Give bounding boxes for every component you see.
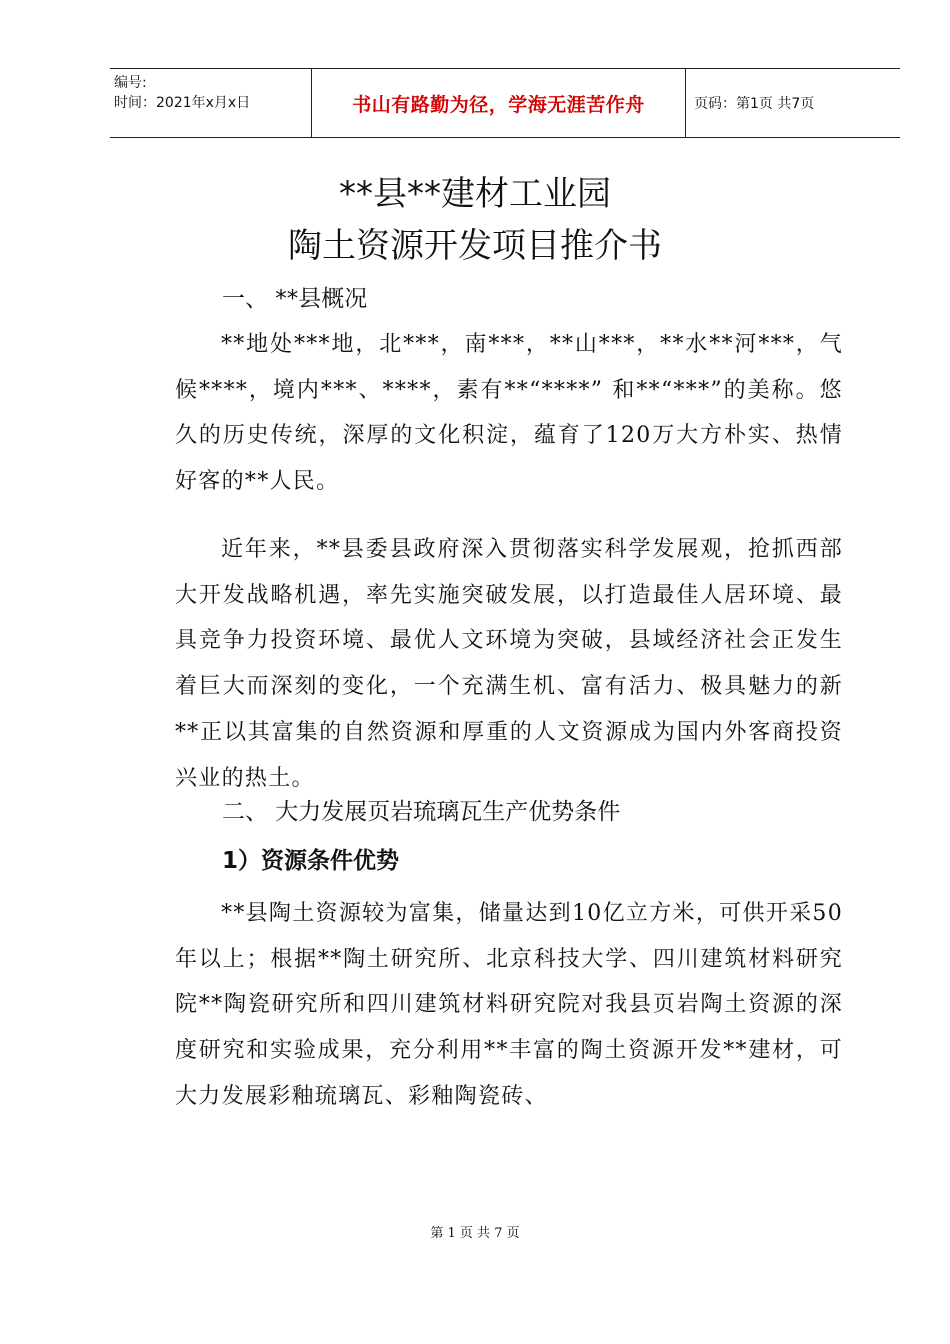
section-1-paragraph-1: **地处***地，北***，南***，**山***，**水**河***，气候****，境内**‍*、****，素有**“****” 和**“***”的美称。悠久的历史传统，深厚的文化积淀，蕴育了120万大方朴实、热情好客的**人民。 xyxy=(175,332,843,495)
header-page-info: 页码：第1页 共7页 xyxy=(694,96,815,112)
section-1-heading: 一、 **县概况 xyxy=(222,286,368,312)
document-title-line2: 陶土资源开发项目推介书 xyxy=(288,226,662,266)
header-motto: 书山有路勤为径，学海无涯苦作舟 xyxy=(311,69,686,137)
page-header xyxy=(110,68,900,138)
section-1-paragraph-2: 近年来，**县委县政府深入贯彻落实科学发展观，抢抓西部大开发战略机遇，率先实施突破发展，以打造最佳人居环境、最具竞争力投资环境、最优人文环境为突破，县域经济社会正发生着巨大而深刻的变化，一个充满生机、富有活力、极具魅力的新**正以其富集的自然资源和厚重的人文资源成为国内外客商投资兴业的热土。 xyxy=(175,537,843,791)
header-number-label: 编号: xyxy=(114,75,147,91)
section-2-subheading-1: 1）资源条件优势 xyxy=(222,848,400,874)
document-title-line1: **县**建材工业园 xyxy=(339,174,611,214)
header-time-label: 时间：2021年x月x日 xyxy=(114,95,251,111)
section-2-heading: 二、 大力发展页岩琉璃瓦生产优势条件 xyxy=(222,799,621,825)
section-2-paragraph-1: **县陶土资源较为富集，储量达到10亿立方米，可供开采50年以上；根据**陶土研究所、北京科技大学、四川建筑材料研究院**陶瓷研究所和四川建筑材料研究院对我县页岩陶土资源的深度研究和实验成果，充分利用**丰富的陶土资源开发**建材，可大力发展彩釉琉璃瓦、彩釉陶瓷砖、 xyxy=(175,901,843,1109)
page-footer: 第 1 页 共 7 页 xyxy=(430,1226,520,1241)
header-meta xyxy=(110,69,311,137)
